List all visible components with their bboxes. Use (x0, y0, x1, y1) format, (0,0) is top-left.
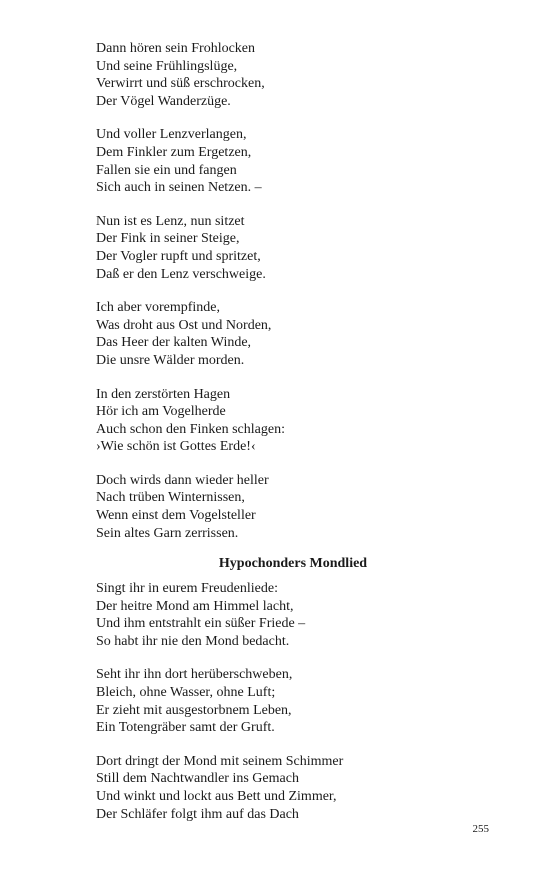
stanza-3 (96, 753, 496, 823)
verse-line: Doch wirds dann wieder heller (96, 472, 269, 488)
verse-line: Die unsre Wälder morden. (96, 352, 245, 368)
verse-line: Dort dringt der Mond mit seinem Schimmer (96, 753, 344, 769)
verse-line: Er zieht mit ausgestorbnem Leben, (96, 702, 292, 718)
stanza-5 (96, 386, 496, 456)
verse-line: Hör ich am Vogelherde (96, 404, 226, 420)
verse-line: Sich auch in seinen Netzen. – (96, 180, 262, 196)
verse-line: Sein altes Garn zerrissen. (96, 525, 239, 541)
poem-hypochonders-mondlied (96, 580, 496, 823)
verse-line: Der heitre Mond am Himmel lacht, (96, 598, 294, 614)
verse-line: Still dem Nachtwandler ins Gemach (96, 771, 299, 787)
verse-line: Ich aber vorempfinde, (96, 300, 220, 316)
verse-line: Bleich, ohne Wasser, ohne Luft; (96, 684, 276, 700)
stanza-2 (96, 666, 496, 736)
verse-line: Der Vogler rupft und spritzet, (96, 248, 261, 264)
verse-line: Der Fink in seiner Steige, (96, 231, 240, 247)
verse-line: Der Schläfer folgt ihm auf das Dach (96, 806, 299, 822)
verse-line: In den zerstörten Hagen (96, 386, 231, 402)
verse-line: Nach trüben Winternissen, (96, 490, 245, 506)
verse-line: Und winkt und lockt aus Bett und Zimmer, (96, 788, 337, 804)
verse-line: Fallen sie ein und fangen (96, 162, 237, 178)
stanza-2 (96, 126, 496, 196)
verse-line: Und seine Frühlingslüge, (96, 58, 238, 74)
verse-line: Seht ihr ihn dort herüberschweben, (96, 667, 293, 683)
verse-line: Was droht aus Ost und Norden, (96, 317, 272, 333)
verse-line: Wenn einst dem Vogelsteller (96, 508, 256, 524)
page-number: 255 (472, 823, 489, 835)
stanza-6 (96, 472, 496, 542)
verse-line: Dann hören sein Frohlocken (96, 41, 256, 56)
verse-line: Auch schon den Finken schlagen: (96, 421, 285, 437)
verse-line: Nun ist es Lenz, nun sitzet (96, 213, 245, 229)
verse-line: Daß er den Lenz verschweige. (96, 266, 266, 282)
verse-line: So habt ihr nie den Mond bedacht. (96, 633, 290, 649)
stanza-1 (96, 40, 496, 110)
poem-continuation (96, 40, 496, 542)
stanza-1 (96, 580, 496, 650)
verse-line: Der Vögel Wanderzüge. (96, 93, 231, 109)
verse-line: Und voller Lenzverlangen, (96, 127, 247, 143)
verse-line: Das Heer der kalten Winde, (96, 335, 252, 351)
verse-line: Dem Finkler zum Ergetzen, (96, 144, 252, 160)
poem-title: Hypochonders Mondlied (218, 556, 368, 571)
stanza-3 (96, 213, 496, 283)
verse-line: Ein Totengräber samt der Gruft. (96, 720, 275, 736)
verse-line: Verwirrt und süß erschrocken, (96, 76, 265, 92)
verse-line: Und ihm entstrahlt ein süßer Friede – (96, 616, 306, 632)
verse-line: ›Wie schön ist Gottes Erde!‹ (96, 439, 256, 455)
stanza-4 (96, 299, 496, 369)
verse-line: Singt ihr in eurem Freudenliede: (96, 581, 278, 596)
